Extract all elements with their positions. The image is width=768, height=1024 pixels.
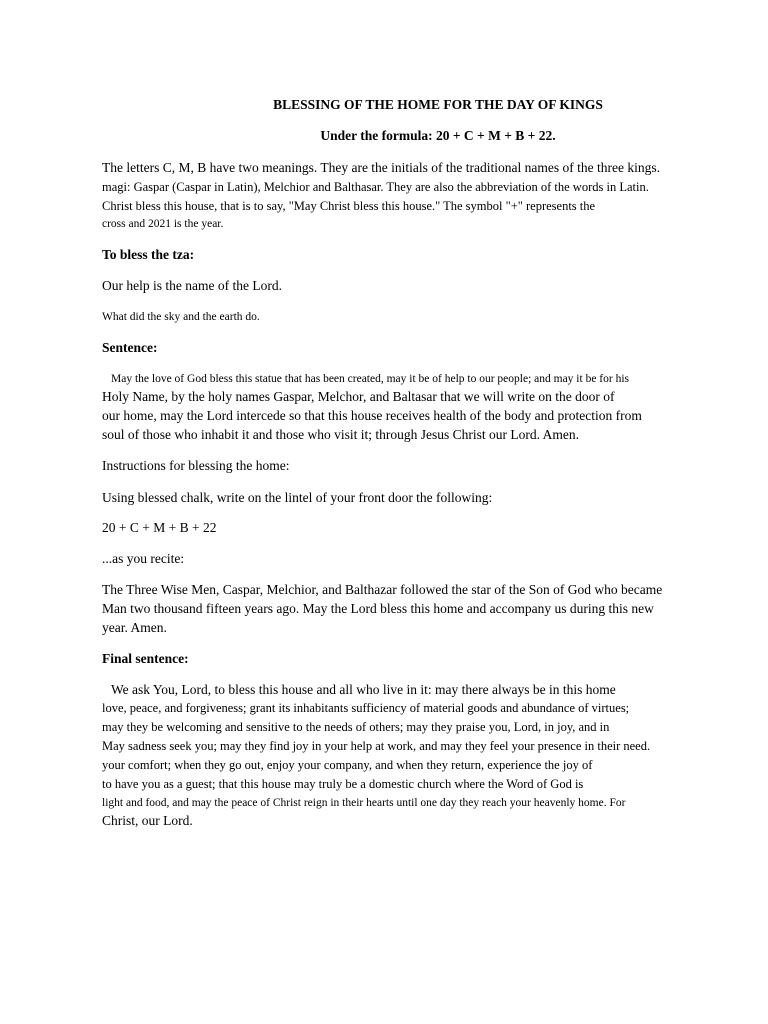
final-line: to have you as a guest; that this house may truly be a domestic church where the Word of God is — [102, 777, 584, 791]
final-line: Christ, our Lord. — [102, 813, 193, 828]
heading-sentence: Sentence: — [102, 340, 158, 355]
sentence-line: Holy Name, by the holy names Gaspar, Melchor, and Baltasar that we will write on the door of — [102, 389, 615, 404]
instructions-line: Instructions for blessing the home: — [102, 458, 290, 473]
heading-tza: To bless the tza: — [102, 247, 195, 262]
final-line: your comfort; when they go out, enjoy your company, and when they return, experience the joy of — [102, 758, 593, 772]
wise-men-line: year. Amen. — [102, 620, 167, 635]
heading-final: Final sentence: — [102, 651, 189, 666]
sky-line: What did the sky and the earth do. — [102, 311, 260, 323]
final-line: We ask You, Lord, to bless this house and all who live in it: may there always be in this home — [111, 682, 616, 697]
final-line: may they be welcoming and sensitive to the needs of others; may they praise you, Lord, in joy, and in — [102, 720, 610, 734]
final-line: love, peace, and forgiveness; grant its inhabitants sufficiency of material goods and abundance of virtues; — [102, 701, 630, 715]
document-title: BLESSING OF THE HOME FOR THE DAY OF KINGS — [273, 97, 603, 112]
intro-line: magi: Gaspar (Caspar in Latin), Melchior and Balthasar. They are also the abbreviation of the words in Latin. — [102, 180, 649, 194]
chalk-line: Using blessed chalk, write on the lintel of your front door the following: — [102, 490, 493, 505]
formula-line: 20 + C + M + B + 22 — [102, 520, 217, 535]
sentence-line: May the love of God bless this statue that has been created, may it be of help to our people; and may it be for his — [111, 373, 629, 385]
wise-men-line: The Three Wise Men, Caspar, Melchior, and Balthazar followed the star of the Son of God who became — [102, 582, 663, 597]
sentence-line: soul of those who inhabit it and those who visit it; through Jesus Christ our Lord. Amen. — [102, 427, 579, 442]
intro-line: Christ bless this house, that is to say, "May Christ bless this house." The symbol "+" represents the — [102, 199, 596, 213]
intro-line: The letters C, M, B have two meanings. They are the initials of the traditional names of the three kings. — [102, 160, 660, 175]
intro-line: cross and 2021 is the year. — [102, 218, 224, 230]
help-line: Our help is the name of the Lord. — [102, 278, 282, 293]
wise-men-line: Man two thousand fifteen years ago. May the Lord bless this home and accompany us during this new — [102, 601, 654, 616]
final-line: light and food, and may the peace of Christ reign in their hearts until one day they reach your heavenly home. For — [102, 797, 626, 809]
document-subtitle: Under the formula: 20 + C + M + B + 22. — [320, 128, 556, 143]
sentence-line: our home, may the Lord intercede so that this house receives health of the body and protection from — [102, 408, 642, 423]
final-line: May sadness seek you; may they find joy in your help at work, and may they feel your presence in their need. — [102, 739, 651, 753]
recite-line: ...as you recite: — [102, 551, 185, 566]
